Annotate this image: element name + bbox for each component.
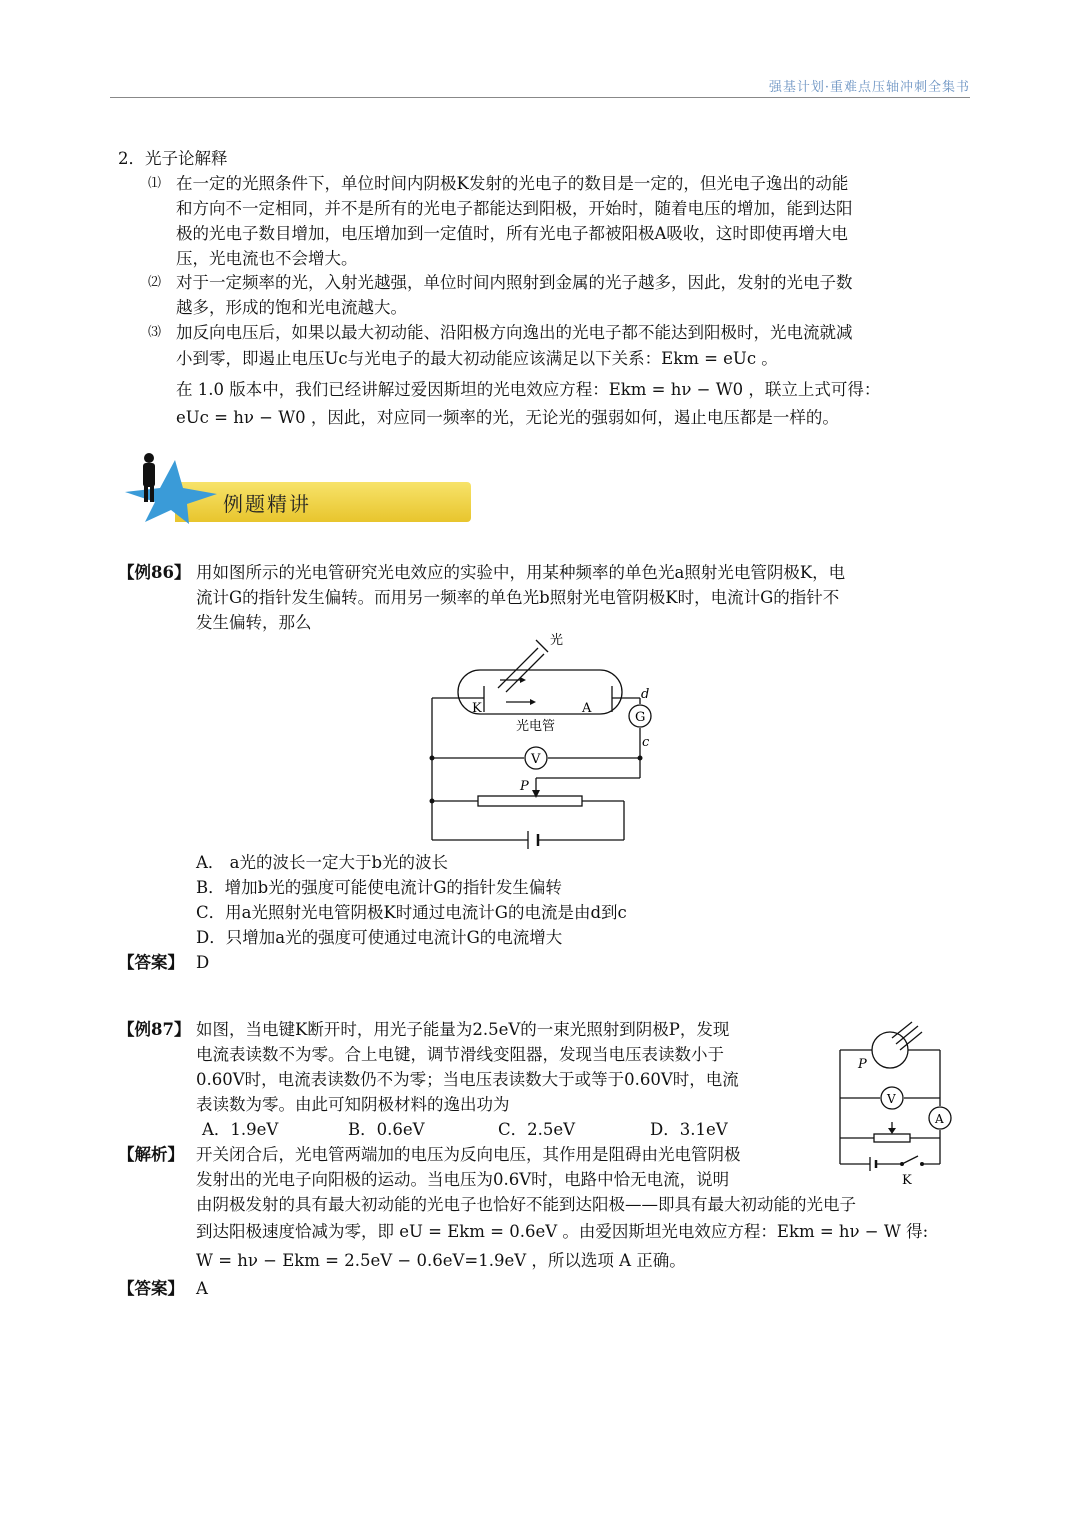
question-line: 流计G的指针发生偏转。而用另一频率的单色光b照射光电管阴极K时，电流计G的指针不 (196, 588, 840, 607)
item-number: ⑵ (148, 275, 162, 290)
answer-tag: 【答案】 (118, 1279, 184, 1298)
fig-label-K: K (472, 701, 482, 716)
running-header: 强基计划·重难点压轴冲刺全集书 (768, 80, 970, 95)
item-line: 越多，形成的饱和光电流越大。 (176, 298, 407, 317)
item-line: 小到零，即遏止电压Uc与光电子的最大初动能应该满足以下关系：Ekm = eUc 。 (176, 349, 778, 368)
example-tag: 【例87】 (118, 1020, 191, 1039)
example-banner (115, 452, 365, 527)
answer-value: D (196, 953, 210, 972)
phototube-circuit-diagram (420, 628, 650, 848)
fig-label-G: G (635, 710, 646, 725)
fig-label-tube: 光电管 (516, 719, 556, 734)
example-tag: 【例86】 (118, 563, 191, 582)
fig-label-light: 光 (550, 633, 564, 648)
fig-label-V: V (531, 752, 541, 767)
analysis-line: 由阴极发射的具有最大初动能的光电子也恰好不能到达阳极——即具有最大初动能的光电子 (196, 1195, 856, 1214)
item-number: ⑶ (148, 325, 162, 340)
option-b: B．0.6eV (348, 1120, 425, 1139)
analysis-tag: 【解析】 (118, 1145, 184, 1164)
item-line: 对于一定频率的光，入射光越强，单位时间内照射到金属的光子越多，因此，发射的光电子数 (176, 273, 853, 292)
analysis-line: W = hν − Ekm = 2.5eV − 0.6eV=1.9eV ，所以选项 A 正确。 (196, 1251, 686, 1270)
fig-label-P: P (858, 1057, 867, 1072)
item-line: 压，光电流也不会增大。 (176, 249, 358, 268)
option-d: D．只增加a光的强度可使通过电流计G的电流增大 (196, 928, 563, 947)
answer-value: A (196, 1279, 208, 1298)
item-line: eUc = hν − W0 ，因此，对应同一频率的光，无论光的强弱如何，遏止电压都是一样的。 (176, 408, 839, 427)
question-line: 如图，当电键K断开时，用光子能量为2.5eV的一束光照射到阴极P，发现 (196, 1020, 730, 1039)
photocell-circuit-diagram (830, 1018, 970, 1190)
item-line: 在 1.0 版本中，我们已经讲解过爱因斯坦的光电效应方程：Ekm = hν − W0 ，联立上式可得： (176, 380, 881, 399)
question-line: 表读数为零。由此可知阴极材料的逸出功为 (196, 1095, 510, 1114)
option-c: C．用a光照射光电管阴极K时通过电流计G的电流是由d到c (196, 903, 627, 922)
analysis-line: 开关闭合后，光电管两端加的电压为反向电压，其作用是阻碍由光电管阴极 (196, 1145, 741, 1164)
fig-label-A: A (582, 701, 592, 716)
item-line: 和方向不一定相同，并不是所有的光电子都能达到阳极，开始时，随着电压的增加，能到达阳 (176, 199, 853, 218)
question-line: 0.60V时，电流表读数仍不为零；当电压表读数大于或等于0.60V时，电流 (196, 1070, 739, 1089)
fig-label-V: V (887, 1092, 896, 1106)
fig-label-A: A (935, 1112, 944, 1126)
answer-tag: 【答案】 (118, 953, 184, 972)
item-line: 在一定的光照条件下，单位时间内阴极K发射的光电子的数目是一定的，但光电子逸出的动能 (176, 174, 849, 193)
option-b: B．增加b光的强度可能使电流计G的指针发生偏转 (196, 878, 562, 897)
star-person-icon (115, 452, 235, 527)
option-c: C．2.5eV (498, 1120, 576, 1139)
item-line: 极的光电子数目增加，电压增加到一定值时，所有光电子都被阳极A吸收，这时即使再增大电 (176, 224, 848, 243)
header-rule (110, 97, 970, 98)
fig-label-P: P (520, 779, 529, 794)
section-title: 2．光子论解释 (118, 149, 228, 168)
banner-title: 例题精讲 (223, 492, 311, 516)
option-d: D．3.1eV (650, 1120, 728, 1139)
question-line: 发生偏转，那么 (196, 613, 312, 632)
question-line: 电流表读数不为零。合上电键，调节滑线变阻器，发现当电压表读数小于 (196, 1045, 724, 1064)
option-a: A．1.9eV (202, 1120, 279, 1139)
fig-label-K: K (902, 1173, 912, 1188)
fig-label-c: c (642, 735, 650, 750)
item-line: 加反向电压后，如果以最大初动能、沿阳极方向逸出的光电子都不能达到阳极时，光电流就减 (176, 323, 853, 342)
option-a: A． a光的波长一定大于b光的波长 (196, 853, 449, 872)
analysis-line: 发射出的光电子向阳极的运动。当电压为0.6V时，电路中恰无电流，说明 (196, 1170, 730, 1189)
fig-label-d: d (641, 687, 650, 702)
analysis-line: 到达阳极速度恰减为零，即 eU = Ekm = 0.6eV 。由爱因斯坦光电效应方程：Ekm = hν − W 得: (196, 1222, 929, 1241)
question-line: 用如图所示的光电管研究光电效应的实验中，用某种频率的单色光a照射光电管阴极K，电 (196, 563, 846, 582)
item-number: ⑴ (148, 176, 162, 191)
